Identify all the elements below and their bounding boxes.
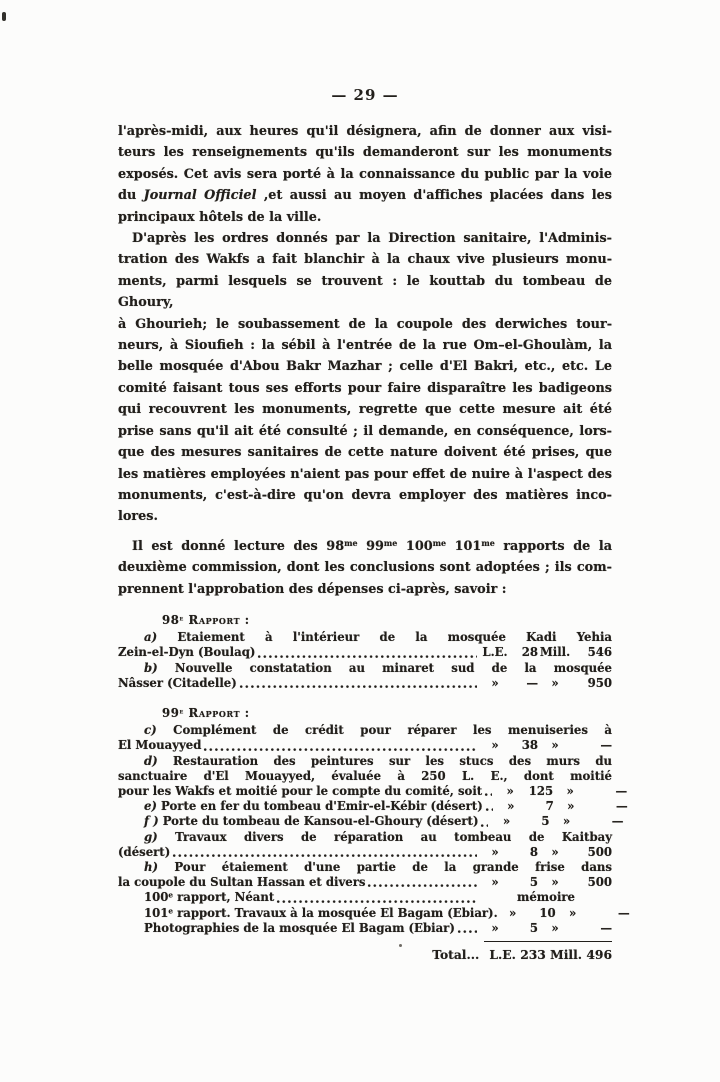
amount-value: 8 <box>529 844 538 859</box>
report-row <box>118 905 630 921</box>
amount-unit: » <box>551 875 559 890</box>
row-label-line: b) Nouvelle constatation au minaret sud de la mosquée <box>144 660 612 675</box>
amount-value: 500 <box>587 875 612 890</box>
amount-value: 5 <box>541 814 550 829</box>
text-line: Il est donné lecture des $98^{me}$ $99^{me}$ $100^{me}$ $101^{me}$ rapports de la <box>132 538 612 554</box>
text-line: D'après les ordres donnés par la Direction sanitaire, l'Adminis- <box>132 231 612 247</box>
amount-value: 5 <box>529 875 538 890</box>
amount-value: — <box>611 814 624 829</box>
text-line: qui recouvrent les monuments, regrette que cette mesure ait été <box>118 402 612 418</box>
row-label-line <box>118 890 612 905</box>
text-line: belle mosquée d'Abou Bakr Mazhar ; celle d'El Bakri, etc., etc. Le <box>118 359 612 375</box>
row-label-line <box>118 875 612 890</box>
amount-unit: » <box>551 844 559 859</box>
body-text <box>118 121 612 600</box>
row-label-text: pour les Wakfs et moitié pour le compte du comité, soit <box>118 783 483 798</box>
row-label-text: Nâsser (Citadelle) <box>118 675 237 690</box>
amount-value: — <box>600 920 612 935</box>
row-label-text: 100e rapport, Néant <box>144 890 275 905</box>
leader-dots <box>484 792 492 797</box>
row-label-line: d) Restauration des peintures sur les stucs des murs du <box>144 753 612 768</box>
row-label-line: sanctuaire d'El Mouayyed, évaluée à 250 L. E., dont moitié <box>118 768 612 783</box>
row-label-text: El Mouayyed <box>118 738 202 753</box>
text-line: l'après-midi, aux heures qu'il désignera, afin de donner aux visi- <box>118 124 612 139</box>
report-section-heading: 99e Rapport : <box>162 705 250 720</box>
row-label-line: a) Etaiement à l'intérieur de la mosquée Kadi Yehia <box>144 630 612 645</box>
row-label-line <box>118 783 628 799</box>
row-label-text: Zein-el-Dyn (Boulaq) <box>118 645 256 660</box>
amount-unit: » <box>566 783 574 798</box>
row-label-line: c) Complément de crédit pour réparer les menuiseries à <box>144 723 612 738</box>
amount-unit: » <box>491 920 499 935</box>
text-line: deuxième commission, dont les conclusions sont adoptées ; ils com- <box>118 560 612 576</box>
text-line: ments, parmi lesquels se trouvent : le kouttab du tombeau de Ghoury, <box>118 273 612 311</box>
amount-unit: » <box>491 675 499 690</box>
row-label-line <box>118 738 612 753</box>
amount-value: — <box>600 738 612 753</box>
amount-unit: » <box>491 844 499 859</box>
text-line: principaux hôtels de la ville. <box>118 209 322 225</box>
text-line: lores. <box>118 509 158 525</box>
amount-unit: » <box>551 920 559 935</box>
report-row <box>118 921 612 936</box>
amount-value: — <box>526 675 538 690</box>
amount-value: 950 <box>587 675 612 690</box>
row-label-line: h) Pour étaiement d'une partie de la grande frise dans <box>144 859 612 874</box>
report-row <box>118 723 612 753</box>
report-row <box>118 860 612 890</box>
leader-dots <box>239 684 477 689</box>
report-row <box>118 814 624 829</box>
report-table <box>118 612 630 936</box>
amount-value: — <box>615 783 628 798</box>
leader-dots <box>480 823 488 828</box>
row-label-line <box>118 814 624 829</box>
row-label-line <box>118 905 630 921</box>
text-line: que des mesures sanitaires de cette nature doivent été prises, que <box>118 445 612 461</box>
amount-value: 28 <box>521 645 538 660</box>
amount-unit: » <box>562 814 571 829</box>
leader-dots <box>367 883 477 888</box>
leader-dots <box>172 853 477 858</box>
amount-unit: » <box>569 905 577 920</box>
amount-unit: » <box>507 799 515 814</box>
scan-artifact-mark <box>2 12 6 21</box>
text-line: comité faisant tous ses efforts pour faire disparaître les badigeons <box>118 380 612 396</box>
amount-unit: » <box>491 738 499 753</box>
amount-value: 500 <box>587 844 612 859</box>
amount-unit: » <box>502 814 511 829</box>
report-row <box>118 799 628 814</box>
report-row <box>118 890 612 905</box>
row-label-text: f ) Porte du tombeau de Kansou-el-Ghoury (désert) <box>144 814 479 829</box>
report-section-heading: 98e Rapport : <box>162 612 250 627</box>
amount-value: 7 <box>545 799 554 814</box>
leader-dots <box>203 747 477 752</box>
paragraph <box>118 228 612 528</box>
amount-value: 125 <box>528 783 554 798</box>
amount-value: 38 <box>521 738 538 753</box>
amount-unit: » <box>491 875 499 890</box>
row-label-line <box>118 799 628 814</box>
report-row <box>118 661 612 691</box>
report-row <box>118 753 628 800</box>
text-line: exposés. Cet avis sera porté à la connaissance du public par la voie <box>118 166 612 182</box>
text-line: prise sans qu'il ait été consulté ; il demande, en conséquence, lors- <box>118 423 612 439</box>
text-line: prennent l'approbation des dépenses ci-après, savoir : <box>118 581 507 597</box>
text-line: teurs les renseignements qu'ils demanderont sur les monuments <box>118 145 612 161</box>
amount-value: 10 <box>539 905 556 920</box>
amount-value: — <box>616 799 628 814</box>
row-label-text: 101e rapport. Travaux à la mosquée El Bagam (Ebiar). <box>144 905 498 920</box>
amount-unit: » <box>509 905 517 920</box>
paragraph <box>118 536 612 600</box>
page-number: — 29 — <box>331 86 399 104</box>
amount-unit: » <box>551 675 559 690</box>
row-label-text: (désert) <box>118 844 171 859</box>
paragraph <box>118 121 612 228</box>
leader-dots <box>485 807 493 812</box>
total-amount: L.E. 233 Mill. 496 <box>484 941 612 965</box>
amount-unit: » <box>506 783 514 798</box>
text-line: neurs, à Sioufieh : la sébil à l'entrée de la rue Om–el-Ghoulàm, la <box>118 338 612 354</box>
text-line: à Ghourieh; le soubassement de la coupole des derwiches tour- <box>118 316 612 332</box>
amount-value: 5 <box>529 920 538 935</box>
row-label-line <box>118 921 612 936</box>
leader-dots <box>457 929 477 934</box>
amount-value: — <box>617 905 630 920</box>
amount-unit: » <box>551 738 559 753</box>
amount-value: 546 <box>587 645 612 660</box>
total-label: Total... <box>432 947 480 962</box>
leader-dots <box>276 899 477 904</box>
report-row <box>118 830 612 860</box>
row-label-text: la coupole du Sultan Hassan et divers <box>118 875 366 890</box>
text-line: tration des Wakfs a fait blanchir à la chaux vive plusieurs monu- <box>118 252 612 268</box>
row-label-text: Photographies de la mosquée El Bagam (Ebiar) <box>144 920 455 935</box>
text-line: les matières employées n'aient pas pour effet de nuire à l'aspect des <box>118 466 612 482</box>
row-label-line <box>118 676 612 691</box>
scan-artifact-dot <box>399 944 402 947</box>
row-label-text: e) Porte en fer du tombeau d'Emir-el-Kébir (désert) <box>144 799 483 814</box>
text-line: monuments, c'est-à-dire qu'on devra employer des matières inco- <box>118 487 612 503</box>
report-total <box>118 941 612 965</box>
row-label-line: g) Travaux divers de réparation au tombeau de Kaitbay <box>144 829 612 844</box>
amount-unit: L.E. <box>482 645 508 660</box>
report-row <box>118 630 612 660</box>
memoire-note: mémoire <box>517 890 575 905</box>
page-content <box>118 121 630 965</box>
text-line: du Journal Officiel ,et aussi au moyen d'affiches placées dans les <box>118 188 612 204</box>
row-label-line <box>118 845 612 860</box>
row-label-line <box>118 645 612 660</box>
leader-dots <box>257 654 477 659</box>
amount-unit: Mill. <box>539 645 571 660</box>
amount-unit: » <box>567 799 575 814</box>
